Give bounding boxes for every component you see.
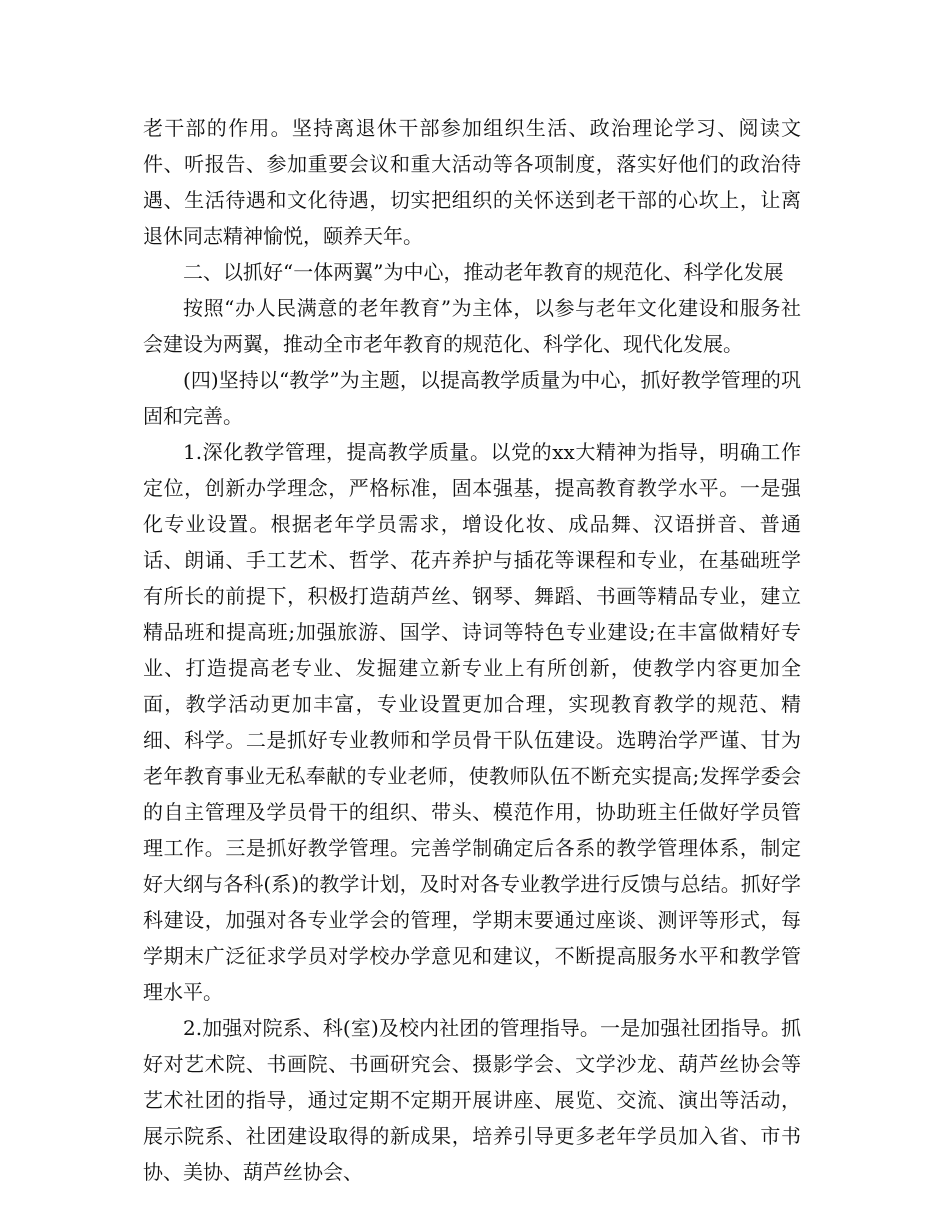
paragraph: 按照“办人民满意的老年教育”为主体，以参与老年文化建设和服务社会建设为两翼，推动全市老年教育的规范化、科学化、现代化发展。 xyxy=(143,296,801,356)
paragraph-continuation: 老干部的作用。坚持离退休干部参加组织生活、政治理论学习、阅读文件、听报告、参加重要会议和重大活动等各项制度，落实好他们的政治待遇、生活待遇和文化待遇，切实把组织的关怀送到老干部的心坎上，让离退休同志精神愉悦，颐养天年。 xyxy=(143,116,801,248)
paragraph: 2.加强对院系、科(室)及校内社团的管理指导。一是加强社团指导。抓好对艺术院、书画院、书画研究会、摄影学会、文学沙龙、葫芦丝协会等艺术社团的指导，通过定期不定期开展讲座、展览、交流、演出等活动，展示院系、社团建设取得的新成果，培养引导更多老年学员加入省、市书协、美协、葫芦丝协会、 xyxy=(143,1016,801,1184)
document-body xyxy=(143,110,801,1190)
subsection-heading: (四)坚持以“教学”为主题，以提高教学质量为中心，抓好教学管理的巩固和完善。 xyxy=(143,368,801,428)
section-heading: 二、以抓好“一体两翼”为中心，推动老年教育的规范化、科学化发展 xyxy=(183,260,784,284)
paragraph: 1.深化教学管理，提高教学质量。以党的xx大精神为指导，明确工作定位，创新办学理念，严格标准，固本强基，提高教育教学水平。一是强化专业设置。根据老年学员需求，增设化妆、成品舞、汉语拼音、普通话、朗诵、手工艺术、哲学、花卉养护与插花等课程和专业，在基础班学有所长的前提下，积极打造葫芦丝、钢琴、舞蹈、书画等精品专业，建立精品班和提高班;加强旅游、国学、诗词等特色专业建设;在丰富做精好专业、打造提高老专业、发掘建立新专业上有所创新，使教学内容更加全面，教学活动更加丰富，专业设置更加合理，实现教育教学的规范、精细、科学。二是抓好专业教师和学员骨干队伍建设。选聘治学严谨、甘为老年教育事业无私奉献的专业老师，使教师队伍不断充实提高;发挥学委会的自主管理及学员骨干的组织、带头、模范作用，协助班主任做好学员管理工作。三是抓好教学管理。完善学制确定后各系的教学管理体系，制定好大纲与各科(系)的教学计划，及时对各专业教学进行反馈与总结。抓好学科建设，加强对各专业学会的管理，学期末要通过座谈、测评等形式，每学期末广泛征求学员对学校办学意见和建议，不断提高服务水平和教学管理水平。 xyxy=(143,440,801,1004)
